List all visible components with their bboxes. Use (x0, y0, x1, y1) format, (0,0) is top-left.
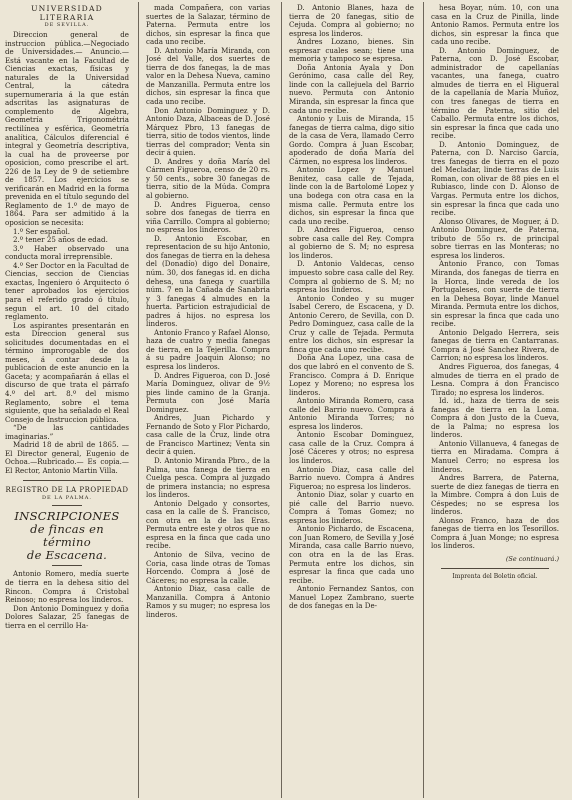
paragraph: Don Antonio Dominguez y doña Dolores Salazar, 25 fanegas de tierra en el cerrillo Ha- (5, 603, 129, 630)
continued-note: (Se continuará.) (505, 555, 559, 563)
paragraph: D. Antonio Dominguez, de Paterna, con D. Narciso García, tres fanegas de tierra en el pozo del Mecladar, linde tierras de Luis Roman, con olivar de 88 pies en el Rubiasco, linde con D. Alonso de Vargas. Permuta entre los dichos, sin espresar la finca que cada uno recibe. (431, 139, 559, 218)
column-3 (289, 4, 414, 794)
section-divider (23, 480, 111, 481)
paragraph: Alonso Franco, haza de dos fanegas de tierra en los Tesorillos. Compra á Juan Monge; no espresa los linderos. (431, 515, 559, 551)
paragraph: Antonio Villanueva, 4 fanegas de tierra en Miradama. Compra á Manuel Cerro; no espresa los linderos. (431, 438, 559, 474)
paragraph: hesa Boyar, núm. 10, con una casa en la Cruz de Pinilla, linde Antonio Ramos. Permuta entre los dichos, sin espresar la finca que cada uno recibe. (431, 4, 559, 47)
paragraph: 3.º Haber observado una conducta moral irreprensible. (5, 243, 129, 262)
paragraph: Andres, Juan Pichardo y Fernando de Soto y Flor Pichardo, casa calle de la Cruz, linde otra de Francisco Martinez; Venta sin decir á quien. (146, 413, 270, 457)
announcement-text (5, 31, 129, 475)
short-rule (52, 505, 82, 506)
paragraph: Doña Antonia Ayala y Don Gerónimo, casa calle del Rey, linde con la callejuela del Barrio nuevo. Permuta con Antonio Miranda, sin espresar la finca que cada uno recibe. (289, 62, 414, 115)
paragraph: Antonio Delgado y consortes, casa en la calle de S. Francisco, con otra en la de las Eras. Permuta entre este y otros que no espresa en la finca que cada uno recibe. (146, 498, 270, 551)
paragraph: Alonso Olivares, de Moguer, á D. Antonio Dominguez, de Paterna, tributo de 55o rs. de principal sobre tierras en las Monteras; no espresa los linderos. (431, 216, 559, 260)
paragraph: D. Antonio Dominguez, de Paterna, con D. José Escobar, administrador de capellanías vacantes, una fanega, cuatro almudes de tierra en el Higueral de la capellanía de María Muñoz, con tres fanegas de tierra en término de Paterna, sitio del Caballo. Permuta entre los dichos, sin espresar la finca que cada uno recibe. (431, 45, 559, 141)
paragraph: Los aspirantes presentarán en esta Direccion general sus solicitudes documentadas en el término improrogable de dos meses, á contar desde la publicacion de este anuncio en la Gaceta; y acompañarán á ellas el discurso de que trata el párrafo 4.º del art. 8.º del mismo Reglamento, sobre el tema siguiente, que ha señalado el Real Consejo de Instruccion pública. (5, 320, 129, 424)
paragraph: 1.º Ser español. (13, 226, 71, 236)
paragraph: Antonio de Silva, vecino de Coria, casa linde otras de Tomas Horcendo. Compra á José de Cáceres; no espresa la calle. (146, 550, 270, 585)
registry-title: REGISTRO DE LA PROPIEDAD (5, 486, 129, 495)
paragraph: Andres Lozano, bienes. Sin espresar cuales sean; tiene una memoria y tampoco se espresa. (289, 37, 414, 64)
paragraph: D. Antonio Valdecas, censo impuesto sobre casa calle del Rey. Compra al gobierno de S. M; no espresa los linderos. (289, 259, 414, 295)
paragraph: Antonio Diaz, casa calle de Manzanilla. Compra á Antonio Ramos y su muger; no espresa los linderos. (146, 584, 270, 619)
paragraph: Don Antonio Dominguez y D. Antonio Daza, Albaceas de D. José Márquez Pbro, 13 fanegas de tierra, sitio de todos vientos, linde tierras del comprador; Venta sin decir á quien. (146, 105, 270, 158)
printer-imprint: Imprenta del Boletin oficial. (452, 572, 538, 580)
paragraph: Id. id., haza de tierra de seis fanegas de tierra en la Loma. Compra á don Justo de la Cueva, de la Palma; no espresa los linderos. (431, 396, 559, 440)
registry-entries (146, 4, 270, 619)
paragraph: “De las cantidades imaginarias.” (5, 423, 129, 441)
column-4 (431, 4, 559, 794)
column-1 (5, 4, 129, 794)
paragraph: Antonio Condeo y su muger Isabel Cerero, de Escacena, y D. Antonio Cerero, de Sevilla, con D. Pedro Dominguez, casa calle de la Cruz y calle de Tejada. Permuta entre los dichos, sin espresar la finca que cada uno recibe. (289, 293, 414, 354)
paragraph: D. Antonio Miranda Pbro., de la Palma, una fanega de tierra en Cuelga pesca. Compra al juzgado de primera instancia; no espresa los linderos. (146, 455, 270, 500)
short-rule (52, 565, 82, 566)
paragraph: Antonio Pichardo, de Escacena, con Juan Romero, de Sevilla y José Miranda, casa calle Barrio nuevo, con otra en la de las Eras. Permuta entre los dichos, sin espresar la finca que cada uno recibe. (289, 524, 414, 585)
paragraph: D. Andres Figueroa, con D. José María Dominguez, olivar de 9½ pies linde camino de la Granja. Permuta con José María Dominguez. (146, 370, 270, 414)
paragraph: D. Antonio Escobar, en representacion de su hijo Antonio, dos fanegas de tierra en la dehesa del (Donadío) digo del Donaire, núm. 30, dos fanegas id. en dicha dehesa, una fanega y cuartilla núm. 7 en la Cañada de Sanabria y 3 fanegas 4 almudes en la huerta. Particion estrajudicial de padres á hijos. no espresa los linderos. (146, 233, 270, 329)
paragraph: Antonio Fernandez Santos, con Manuel Lopez Zambrano, suerte de dos fanegas en la De- (289, 584, 414, 611)
paragraph: Andres Barrera, de Paterna, suerte de diez fanegas de tierra en la Mimbre. Compra á don Luis de Céspedes; no se espresa los linderos. (431, 473, 559, 517)
paragraph: D. Antonio María Miranda, con José del Valle, dos suertes de tierra de dos fanegas, la de mas valor en la Dehesa Nueva, camino de Manzanilla. Permuta entre los dichos, sin espresar la finca que cada uno recibe. (146, 45, 270, 107)
paragraph: Antonio Franco, con Tomas Miranda, dos fanegas de tierra en la Horca, linde vereda de los Portugaleses, con suerte de tierra en la Dehesa Boyar, linde Manuel Miranda. Permuta entre los dichos, sin espresar la finca que cada uno recibe. (431, 259, 559, 329)
paragraph: mada Compañera, con varias suertes de la Salazar, término de Paterna. Permuta entre los dichos, sin espresar la finca que cada uno recibe. (146, 4, 270, 47)
paragraph: Antonio y Luis de Miranda, 15 fanegas de tierra calma, digo sitio de la casa de Vera, llamado Cerro Gordo. Compra á Juan Escobar, apoderado de doña María del Cármen, no espresa los linderos. (289, 114, 414, 166)
column-rule (423, 2, 424, 798)
paragraph: Antonio Diaz, solar y cuarto en pié calle del Barrio nuevo. Compra á Tomas Gomez; no espresa los linderos. (289, 490, 414, 525)
paragraph: Doña Ana Lopez, una casa de dos que labró en el convento de S. Francisco. Compra á D. Enrique Lopez y Moreno; no espresa los linderos. (289, 353, 414, 397)
university-subheading: DE SEVILLA. (44, 22, 90, 28)
paragraph: D. Andres Figueroa, censo sobre casa calle del Rey. Compra al gobierno de S. M; no espresa los linderos. (289, 225, 414, 260)
paragraph: Madrid 18 de abril de 1865. —El Director general, Eugenio de Ochoa.—Rubricado.— Es copia.—El Rector, Antonio Martin Villa. (5, 440, 129, 475)
paragraph: Direccion general de instruccion pública.—Negociado de Universidades.— Anuncio.— Está vacante en la Facultad de Ciencias exactas, físicas y naturales de la Universidad Central, la cátedra supernumeraria á la que están adscritas las asignaturas de complemento de Algebra, Geometría Trigonométria rectilínea y esférica, Geometría analítica, Cálculos diferencial é integral y Geometría descriptiva, la cual ha de proveerse por oposicion, como prescribe el art. 226 de la Ley de 9 de setiembre de 1857. Los ejercicios se verificarán en Madrid en la forma prevenida en el título segundo del Reglamento de 1.º de mayo de 1864. Para ser admitido á la oposicion se necesita: (5, 30, 129, 228)
paragraph: D. Andres Figueroa, censo sobre dos fanegas de tierra en viña Carrillo. Compra al gobierno; no espresa los linderos. (146, 199, 270, 235)
paragraph: 4.º Ser Doctor en la Facultad de Ciencias, seccion de Ciencias exactas, Ingeniero ó Arquitecto ó tener aprobados los ejercicios para el referido grado ó título, segun el art. 10 del citado reglamento. (5, 260, 129, 322)
registry-entries (431, 4, 559, 551)
paragraph: Antonio Delgado Herrera, seis fanegas de tierra en Cantarranas. Compra á José Sanchez Rivera, de Carrion; no espresa los linderos. (431, 327, 559, 363)
paragraph: D. Andres y doña María del Cármen Figueroa, censo de 20 rs. y 50 cents., sobre 30 fanegas de tierra, sitio de la Múda. Compra al gobierno. (146, 156, 270, 201)
inscriptions-heading-3: de Escacena. (26, 548, 108, 563)
column-2 (146, 4, 270, 794)
paragraph: Antonio Franco y Rafael Alonso, haza de cuatro y media fanegas de tierra, en la Tejerilla. Compra á su padre Joaquin Alonso; no espresa los linderos. (146, 327, 270, 371)
paragraph: Antonio Miranda Romero, casa calle del Barrio nuevo. Compra á Antonio Miranda Torres; no espresa los linderos. (289, 396, 414, 431)
university-heading: UNIVERSIDAD LITERARIA (31, 4, 103, 22)
inscriptions-heading-2: de fincas en término (30, 522, 104, 550)
footer-rule (441, 568, 549, 569)
registry-entries (289, 4, 414, 611)
paragraph: Antonio Escobar Dominguez, casa calle de la Cruz. Compra á José Cáceres y otros; no espresa los linderos. (289, 430, 414, 465)
paragraph: 2.º tener 25 años de edad. (13, 235, 108, 245)
registry-subtitle: DE LA PALMA. (42, 495, 92, 502)
paragraph: Antonio Romero, medía suerte de tierra en la dehesa sitio del Rincon. Compra á Cristobal Reinoso; no espresa los linderos. (5, 569, 129, 605)
registry-entries (5, 570, 129, 630)
paragraph: Antonio Lopez y Manuel Benitez, casa calle de Tejada, linde con la de Bartolomé Lopez y una bodega con otra casa en la misma calle. Permuta entre los dichos, sin espresar la finca que cada uno recibe. (289, 165, 414, 226)
paragraph: D. Antonio Blanes, haza de tierra de 20 fanegas, sitio de Cejuda. Compra al gobierno; no espresa los linderos. (289, 4, 414, 38)
column-rule (281, 2, 282, 798)
paragraph: Antonio Diaz, casa calle del Barrio nuevo. Compra á Andres Figueroa; no espresa los linderos. (289, 464, 414, 491)
paragraph: Andres Figueroa, dos fanegas, 4 almudes de tierra en el prado de Lesna. Compra á don Francisco Tirado; no espresa los linderos. (431, 361, 559, 397)
column-rule (138, 2, 139, 798)
inscriptions-heading-1: INSCRIPCIONES (14, 509, 120, 524)
